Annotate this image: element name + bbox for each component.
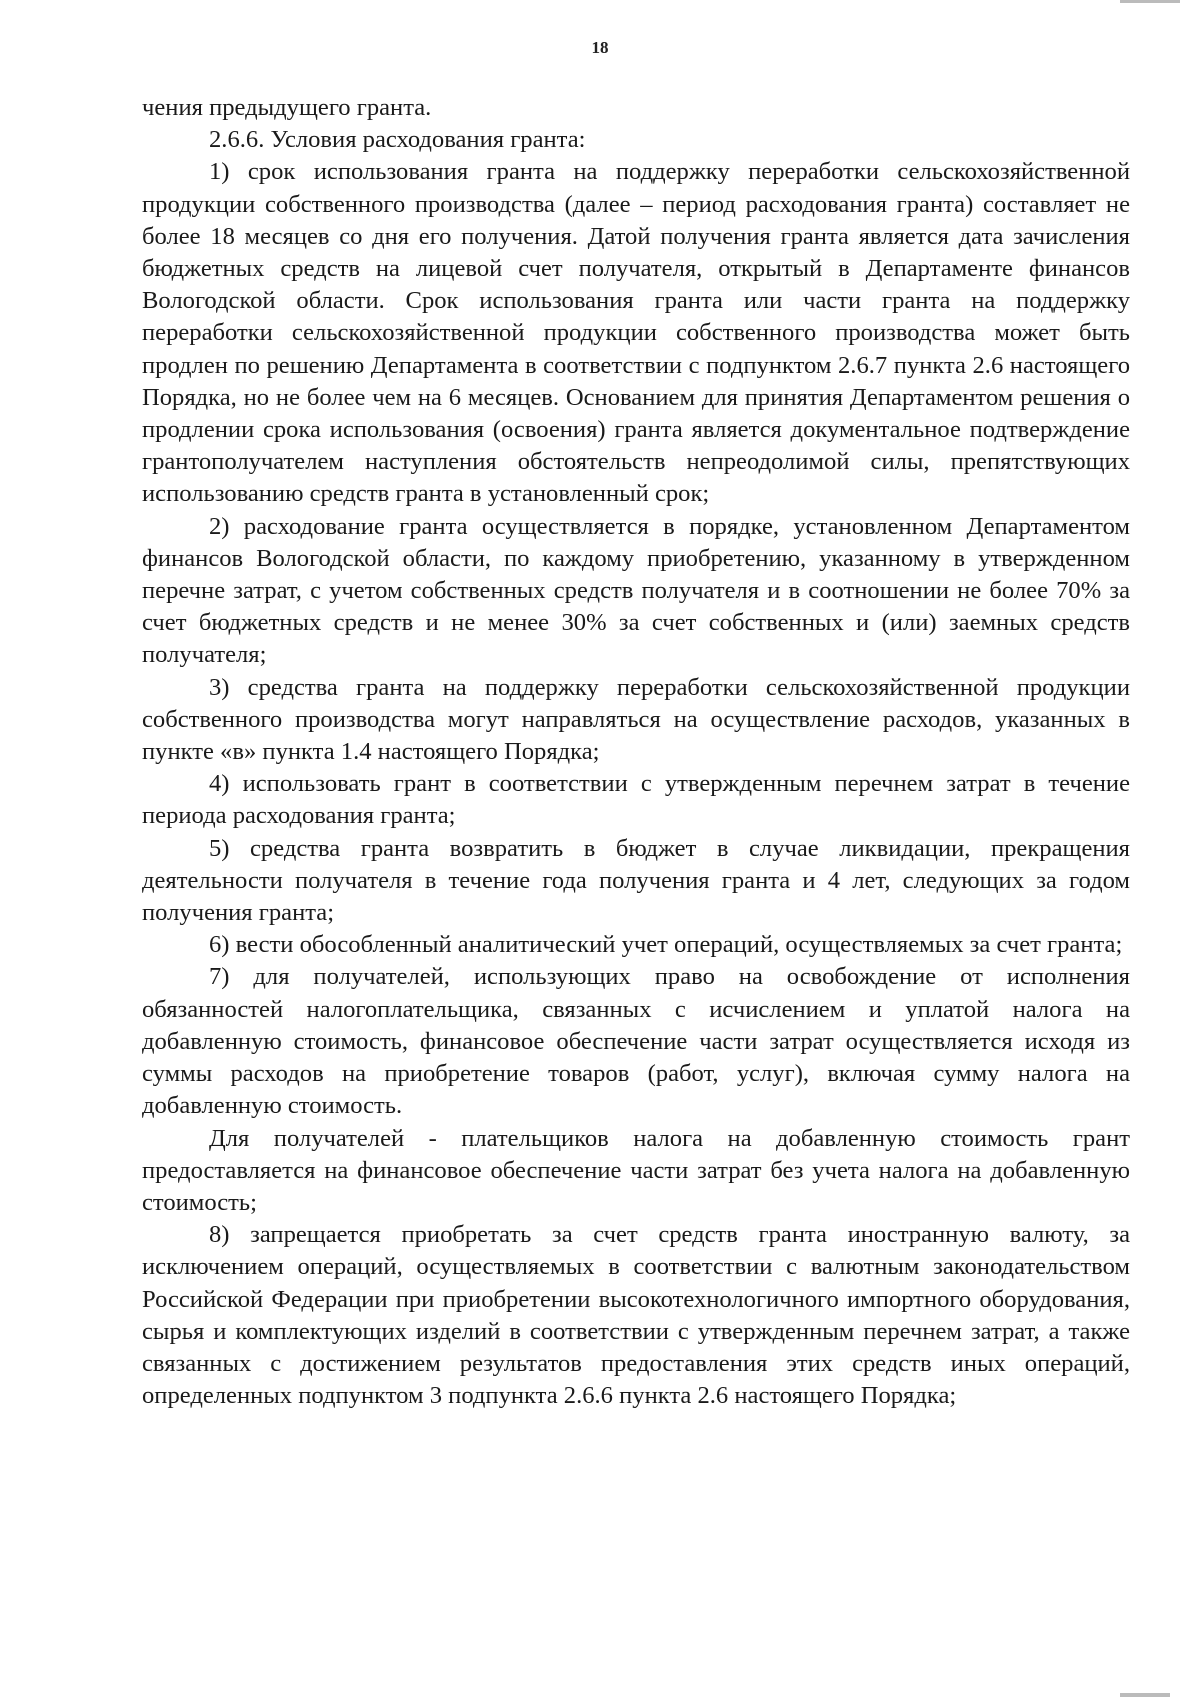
scan-edge-mark-top <box>1120 0 1180 3</box>
document-body <box>142 92 1130 1412</box>
paragraph-item-5: 5) средства гранта возвратить в бюджет в случае ликвидации, прекращения деятельности получателя в течение года получения гранта и 4 лет, следующих за годом получения гранта; <box>142 834 1130 927</box>
page-number: 18 <box>591 38 609 57</box>
paragraph-item-7: 7) для получателей, использующих право на освобождение от исполнения обязанностей налогоплательщика, связанных с исчислением и уплатой налога на добавленную стоимость, финансовое обеспечение части затрат осуществляется исходя из суммы расходов на приобретение товаров (работ, услуг), включая сумму налога на добавленную стоимость. <box>142 963 1130 1120</box>
paragraph-item-4: 4) использовать грант в соответствии с утвержденным перечнем затрат в течение периода расходования гранта; <box>142 770 1130 830</box>
paragraph-item-8: 8) запрещается приобретать за счет средств гранта иностранную валюту, за исключением операций, осуществляемых в соответствии с валютным законодательством Российской Федерации при приобретении высокотехнологичного импортного оборудования, сырья и комплектующих изделий в соответствии с утвержденным перечнем затрат, а также связанных с достижением результатов предоставления этих средств иных операций, определенных подпунктом 3 подпункта 2.6.6 пункта 2.6 настоящего Порядка; <box>142 1221 1130 1410</box>
paragraph-item-3: 3) средства гранта на поддержку переработки сельскохозяйственной продукции собственного производства могут направляться на осуществление расходов, указанных в пункте «в» пункта 1.4 настоящего Порядка; <box>142 673 1130 766</box>
paragraph-item-2: 2) расходование гранта осуществляется в порядке, установленном Департаментом финансов Вологодской области, по каждому приобретению, указанному в утвержденном перечне затрат, с учетом собственных средств получателя и в соотношении не более 70% за счет бюджетных средств и не менее 30% за счет собственных и (или) заемных средств получателя; <box>142 512 1130 669</box>
paragraph-continuation: чения предыдущего гранта. <box>142 94 432 121</box>
paragraph-vat-payers: Для получателей - плательщиков налога на добавленную стоимость грант предоставляется на финансовое обеспечение части затрат без учета налога на добавленную стоимость; <box>142 1124 1130 1216</box>
scan-edge-mark-bottom <box>1120 1693 1170 1697</box>
paragraph-item-6: 6) вести обособленный аналитический учет операций, осуществляемых за счет гранта; <box>209 931 1123 959</box>
paragraph-item-1: 1) срок использования гранта на поддержку переработки сельскохозяйственной продукции собственного производства (далее – период расходования гранта) составляет не более 18 месяцев со дня его получения. Датой получения гранта является дата зачисления бюджетных средств на лицевой счет получателя, открытый в Департаменте финансов Вологодской области. Срок использования гранта или части гранта на поддержку переработки сельскохозяйственной продукции собственного производства может быть продлен по решению Департамента в соответствии с подпунктом 2.6.7 пункта 2.6 настоящего Порядка, но не более чем на 6 месяцев. Основанием для принятия Департаментом решения о продлении срока использования (освоения) гранта является документальное подтверждение грантополучателем наступления обстоятельств непреодолимой силы, препятствующих использованию средств гранта в установленный срок; <box>142 158 1130 508</box>
section-heading-2-6-6: 2.6.6. Условия расходования гранта: <box>209 126 586 154</box>
